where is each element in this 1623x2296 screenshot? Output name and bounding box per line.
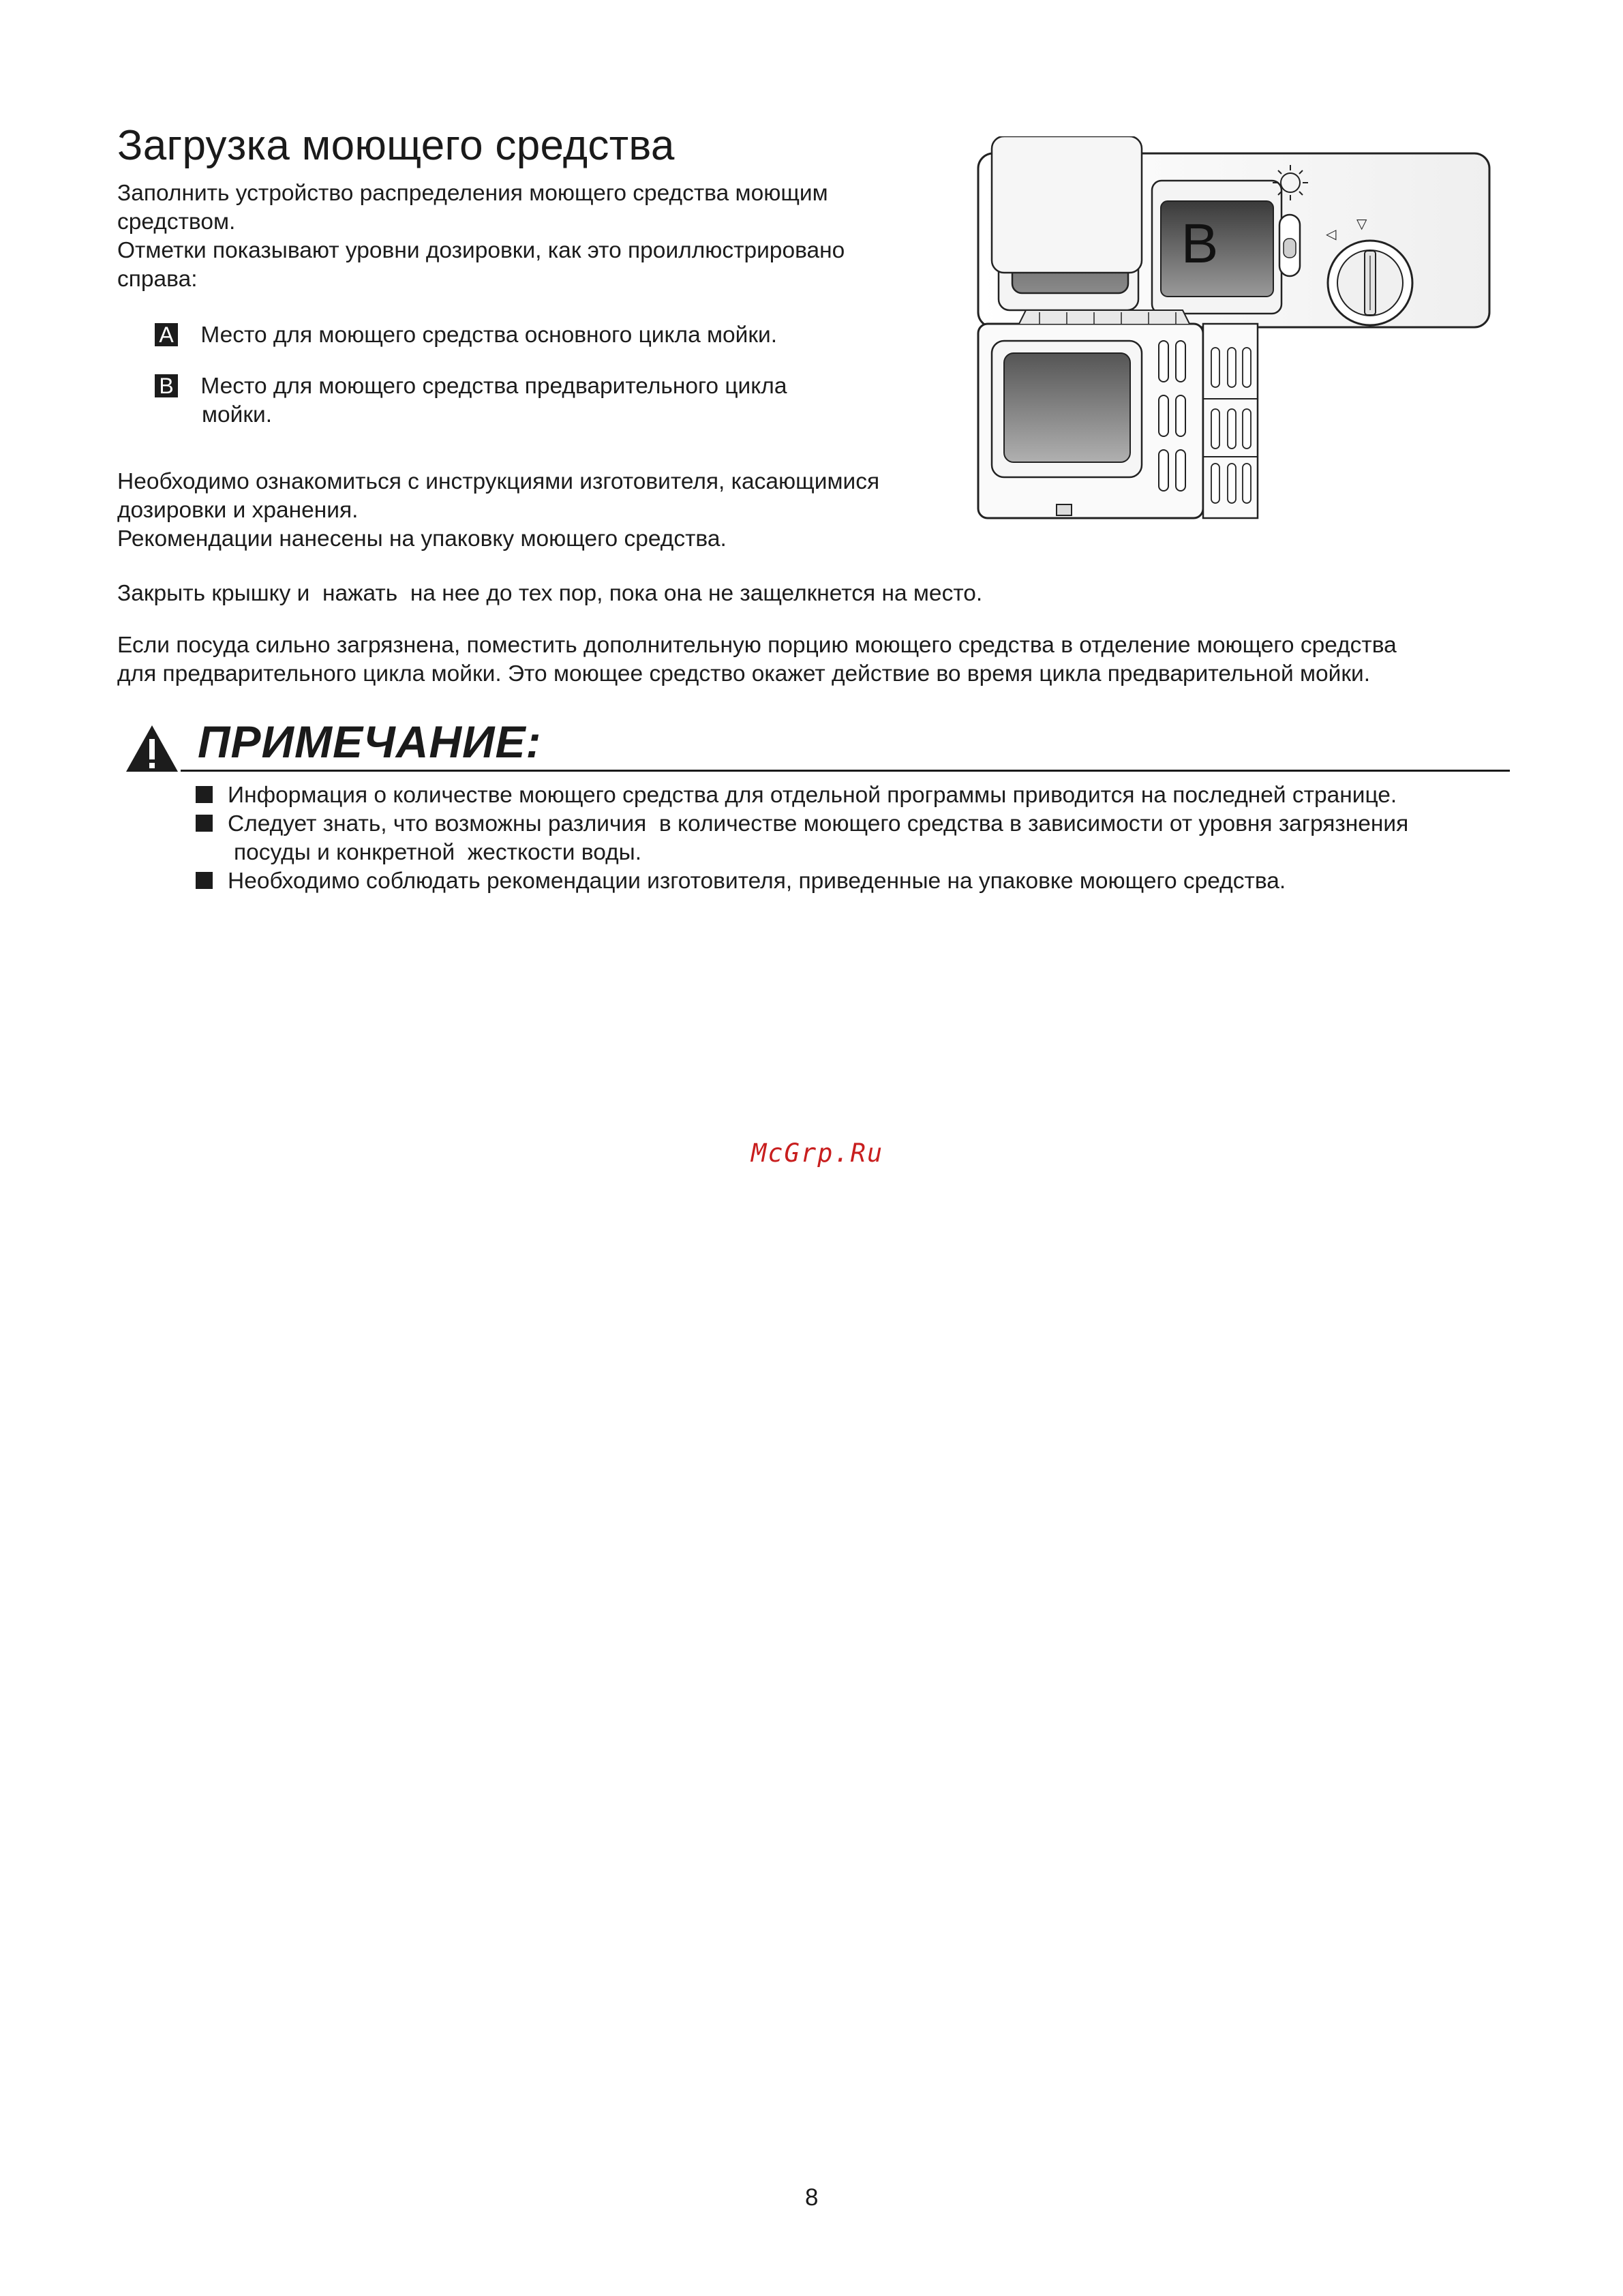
bullet-square-icon xyxy=(196,872,213,889)
intro-line-2: средством. xyxy=(117,209,236,235)
note-divider xyxy=(181,770,1510,772)
item-b-text-2: мойки. xyxy=(202,402,273,427)
intro-line-1: Заполнить устройство распределения моющего средства моющим xyxy=(117,181,828,206)
heavy-soil-paragraph xyxy=(117,631,1397,689)
page-number: 8 xyxy=(805,2184,819,2211)
note-bullet-1 xyxy=(196,781,1397,810)
watermark: McGrp.Ru xyxy=(751,1138,884,1168)
note-bullet-3 xyxy=(196,867,1286,896)
item-b xyxy=(155,372,787,429)
instructions-line-2: дозировки и хранения. xyxy=(117,498,359,523)
prewash-cup xyxy=(1004,353,1130,462)
warning-icon xyxy=(125,724,179,773)
intro-line-4: справа: xyxy=(117,267,198,292)
label-b-badge: B xyxy=(155,374,178,397)
page-title: Загрузка моющего средства xyxy=(117,122,675,169)
close-lid-paragraph: Закрыть крышку и нажать на нее до тех пор, пока она не защелкнется на место. xyxy=(117,581,983,606)
intro-line-3: Отметки показывают уровни дозировки, как это проиллюстрировано xyxy=(117,238,845,263)
heavy-line-1: Если посуда сильно загрязнена, поместить дополнительную порцию моющего средства в отделение моющего средства xyxy=(117,633,1397,658)
item-a xyxy=(155,321,777,350)
note-bullet-2-text-2: посуды и конкретной жесткости воды. xyxy=(234,840,642,865)
note-bullet-2 xyxy=(196,810,1408,867)
arrow-left-icon: ◁ xyxy=(1326,226,1337,242)
arrow-down-icon: ▽ xyxy=(1356,215,1367,232)
bullet-square-icon xyxy=(196,815,213,832)
instructions-paragraph xyxy=(117,468,879,554)
detergent-dispenser-illustration xyxy=(971,136,1496,522)
note-bullet-3-text: Необходимо соблюдать рекомендации изготовителя, приведенные на упаковке моющего средства. xyxy=(228,868,1286,894)
rinse-aid-dial[interactable] xyxy=(1328,241,1412,325)
intro-paragraph xyxy=(117,179,845,294)
note-heading: ПРИМЕЧАНИЕ: xyxy=(198,716,542,767)
item-a-text: Место для моющего средства основного цикла мойки. xyxy=(200,322,778,348)
note-bullet-1-text: Информация о количестве моющего средства для отдельной программы приводится на последней странице. xyxy=(228,783,1397,808)
compartment-b-label: B xyxy=(1181,213,1219,275)
heavy-line-2: для предварительного цикла мойки. Это моющее средство окажет действие во время цикла предварительной мойки. xyxy=(117,661,1371,686)
bullet-square-icon xyxy=(196,786,213,803)
note-bullet-2-text: Следует знать, что возможны различия в количестве моющего средства в зависимости от уровня загрязнения xyxy=(228,811,1409,836)
instructions-line-3: Рекомендации нанесены на упаковку моющего средства. xyxy=(117,526,727,552)
label-a-badge: A xyxy=(155,323,178,346)
item-b-text: Место для моющего средства предварительного цикла xyxy=(200,374,787,399)
instructions-line-1: Необходимо ознакомиться с инструкциями изготовителя, касающимися xyxy=(117,469,880,494)
